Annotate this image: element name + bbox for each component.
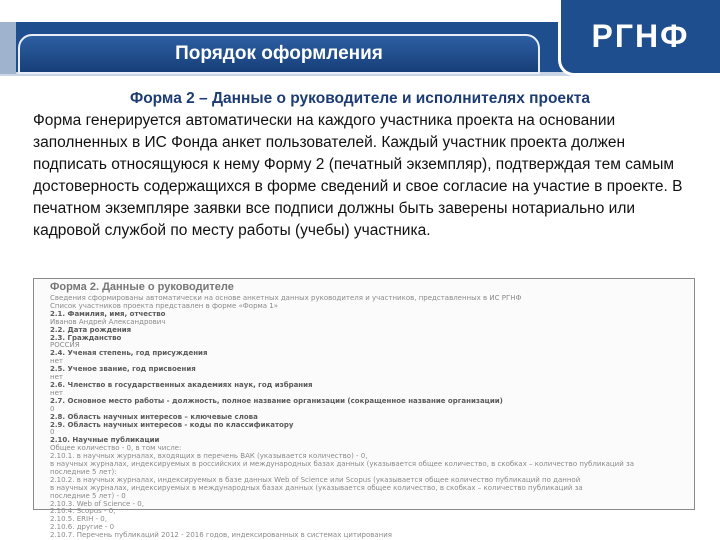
form-line: в научных журналах, индексируемых в международных базах данных (указывается общее количество, в скобках – количество публикаций за — [50, 483, 583, 492]
form-line: 2.4. Ученая степень, год присуждения — [50, 349, 208, 358]
form-line: нет — [50, 388, 63, 397]
form-line: 2.7. Основное место работы - должность, полное название организации (сокращенное название организации) — [50, 396, 503, 405]
form-line: нет — [50, 373, 63, 382]
header-left-cap — [0, 22, 16, 74]
form-line: 2.6. Членство в государственных академиях наук, год избрания — [50, 380, 313, 389]
form-line: 2.10.5. ERIH - 0, — [50, 515, 107, 524]
form-line: 2.10.6. другие - 0 — [50, 523, 115, 532]
form-line: Сведения сформированы автоматически на основе анкетных данных руководителя и участников, представленных в ИС РГНФ — [50, 294, 522, 302]
body-paragraph: Форма генерируется автоматически на каждого участника проекта на основании заполненных в ИС Фонда анкет пользователей. Каждый участник проекта должен подписать относящуюся к нему Форму 2 (печатный экземпляр), подтверждая тем самым достоверность содержащихся в форме сведений и свое согласие на участие в проекте. В печатном экземпляре заявки все подписи должны быть заверены нотариально или кадровой службой по месту работы (учебы) участника. — [33, 112, 683, 239]
form-line: Список участников проекта представлен в форме «Форма 1» — [50, 301, 279, 310]
form-line: 0 — [50, 404, 55, 413]
form-line: 2.5. Ученое звание, год присвоения — [50, 365, 196, 374]
slide-title: Порядок оформления — [18, 34, 540, 74]
form-line: РОССИЯ — [50, 341, 80, 350]
form-line: 2.3. Гражданство — [50, 333, 122, 342]
form-line: 2.10.3. Web of Science - 0, — [50, 499, 144, 508]
form-line: 2.2. Дата рождения — [50, 325, 132, 334]
form-screenshot — [33, 278, 695, 540]
form-line: 2.10.2. в научных журналах, индексируемых в базе данных Web of Science или Scopus (указывается общее количество публикаций по данной — [50, 475, 581, 484]
form-line: 2.10.4. Scopus - 0, — [50, 507, 116, 516]
brand-logo: РГНФ — [558, 0, 720, 76]
form-line: 2.10. Научные публикации — [50, 436, 160, 445]
form-line: 2.1. Фамилия, имя, отчество — [50, 309, 166, 318]
form-line: 2.8. Область научных интересов – ключевые слова — [50, 412, 258, 421]
form-line: последние 5 лет) - 0 — [50, 491, 126, 500]
slide-subtitle: Форма 2 – Данные о руководителе и исполнителях проекта — [129, 90, 591, 107]
form-screenshot-lines — [50, 295, 690, 540]
form-screenshot-title: Форма 2. Данные о руководителе — [50, 281, 234, 293]
form-line: 2.10.1. в научных журналах, входящих в перечень ВАК (указывается количество) - 0, — [50, 452, 368, 461]
form-line: Иванов Андрей Александрович — [50, 317, 166, 326]
form-line: последние 5 лет): — [50, 467, 117, 476]
form-line: 0 — [50, 428, 55, 437]
form-line: Общее количество - 0, в том числе: — [50, 444, 182, 453]
form-line: 2.10.7. Перечень публикаций 2012 - 2016 годов, индексированных в системах цитирования — [50, 531, 392, 540]
form-line: 2.9. Область научных интересов - коды по классификатору — [50, 420, 294, 429]
form-line: нет — [50, 357, 63, 366]
form-line: в научных журналах, индексируемых в российских и международных базах данных (указывается общее количество, в скобках – количество публикаций за — [50, 460, 634, 469]
